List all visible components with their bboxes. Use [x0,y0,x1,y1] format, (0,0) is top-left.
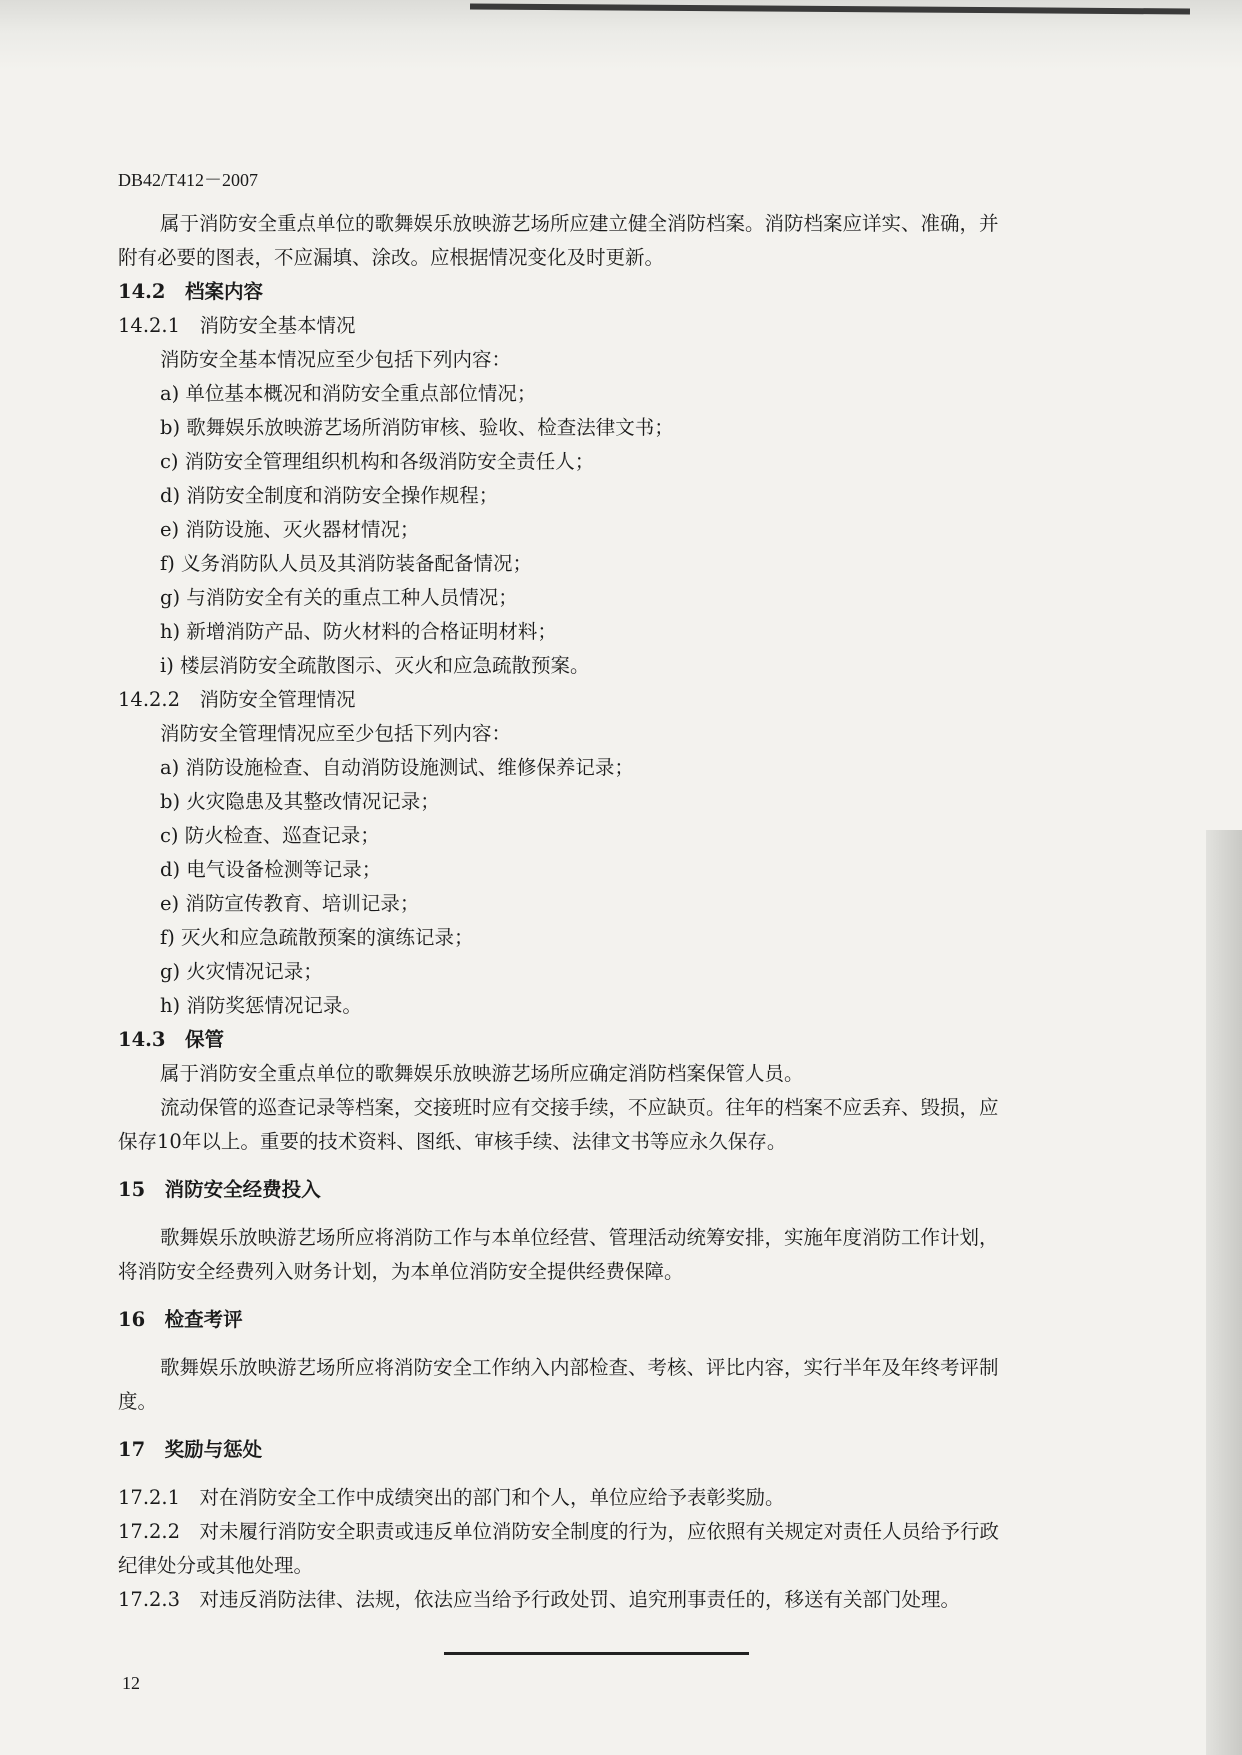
list-item: c) 防火检查、巡查记录； [160,824,380,847]
section-heading: 15 消防安全经费投入 [118,1178,321,1201]
list-item: g) 火灾情况记录； [160,960,323,983]
body-text-line: 属于消防安全重点单位的歌舞娱乐放映游艺场所应建立健全消防档案。消防档案应详实、准确，并 [160,212,999,235]
body-text-line: 消防安全管理情况应至少包括下列内容： [160,722,512,745]
body-text-line: 14.2.2 消防安全管理情况 [118,688,356,711]
body-text-line: 流动保管的巡查记录等档案，交接班时应有交接手续，不应缺页。往年的档案不应丢弃、毁损，应 [160,1096,999,1119]
standard-code: DB42/T412－2007 [118,170,259,190]
list-item: e) 消防设施、灭火器材情况； [160,518,420,541]
list-item: i) 楼层消防安全疏散图示、灭火和应急疏散预案。 [160,654,590,677]
body-text-line: 17.2.1 对在消防安全工作中成绩突出的部门和个人，单位应给予表彰奖励。 [118,1486,785,1509]
list-item: c) 消防安全管理组织机构和各级消防安全责任人； [160,450,595,473]
body-text-line: 保存10年以上。重要的技术资料、图纸、审核手续、法律文书等应永久保存。 [118,1130,787,1153]
body-text-line: 17.2.3 对违反消防法律、法规，依法应当给予行政处罚、追究刑事责任的，移送有关部门处理。 [118,1588,961,1611]
list-item: b) 歌舞娱乐放映游艺场所消防审核、验收、检查法律文书； [160,416,674,439]
body-text-line: 属于消防安全重点单位的歌舞娱乐放映游艺场所应确定消防档案保管人员。 [160,1062,804,1085]
list-item: d) 消防安全制度和消防安全操作规程； [160,484,499,507]
list-item: e) 消防宣传教育、培训记录； [160,892,420,915]
list-item: f) 灭火和应急疏散预案的演练记录； [160,926,474,949]
body-text-line: 17.2.2 对未履行消防安全职责或违反单位消防安全制度的行为，应依照有关规定对责任人员给予行政 [118,1520,1000,1543]
page-number: 12 [122,1673,140,1693]
body-text-line: 歌舞娱乐放映游艺场所应将消防工作与本单位经营、管理活动统筹安排，实施年度消防工作计划， [160,1226,999,1249]
list-item: h) 消防奖惩情况记录。 [160,994,362,1017]
section-heading: 14.3 保管 [118,1028,224,1051]
body-text-line: 14.2.1 消防安全基本情况 [118,314,356,337]
list-item: b) 火灾隐患及其整改情况记录； [160,790,440,813]
body-text-line: 附有必要的图表，不应漏填、涂改。应根据情况变化及时更新。 [118,246,665,269]
section-heading: 17 奖励与惩处 [118,1438,263,1461]
list-item: h) 新增消防产品、防火材料的合格证明材料； [160,620,557,643]
list-item: g) 与消防安全有关的重点工种人员情况； [160,586,518,609]
section-heading: 14.2 档案内容 [118,280,263,303]
list-item: f) 义务消防队人员及其消防装备配备情况； [160,552,533,575]
body-text-line: 度。 [118,1390,158,1413]
list-item: a) 消防设施检查、自动消防设施测试、维修保养记录； [160,756,634,779]
list-item: d) 电气设备检测等记录； [160,858,382,881]
body-text-line: 将消防安全经费列入财务计划，为本单位消防安全提供经费保障。 [118,1260,684,1283]
body-text-line: 歌舞娱乐放映游艺场所应将消防安全工作纳入内部检查、考核、评比内容，实行半年及年终考评制 [160,1356,999,1379]
body-text-line: 纪律处分或其他处理。 [118,1554,314,1577]
body-text-line: 消防安全基本情况应至少包括下列内容： [160,348,512,371]
section-heading: 16 检查考评 [118,1308,243,1331]
footer-rule [444,1652,749,1655]
list-item: a) 单位基本概况和消防安全重点部位情况； [160,382,537,405]
